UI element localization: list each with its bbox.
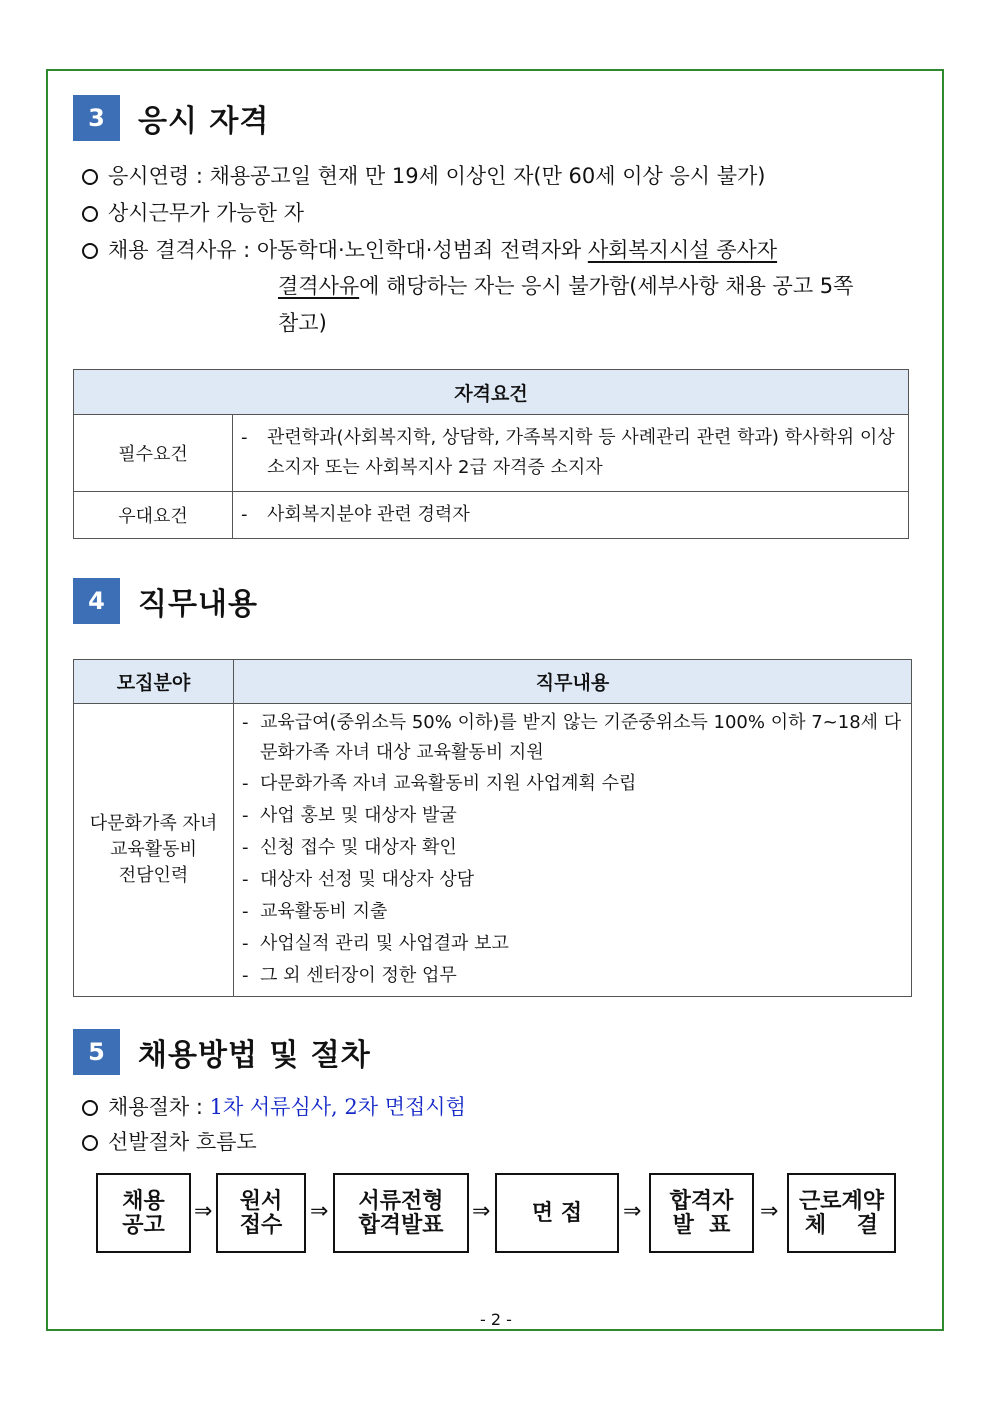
bullet-procedure (82, 1089, 466, 1125)
field-cell (74, 704, 234, 997)
row-label: 필수요건 (74, 415, 233, 492)
disq-text-b: 에 해당하는 자는 응시 불가함(세부사항 채용 공고 5쪽 (359, 274, 854, 298)
duty-list: - 교육급여(중위소득 50% 이하)를 받지 않는 기준중위소득 100% 이하 7~18세 다문화가족 자녀 대상 교육활동비 지원 - 다문화가족 자녀 교육활동비 지원 사업계획 수립 - 사업 홍보 및 대상자 발굴 - 신청 접수 및 대상자 확인 - 대상자 선정 및 대상자 상담 - 교육활동비 지출 - 사업실적 관리 및 사업결과 보고 - 그 외 센터장이 정한 업무 (234, 704, 912, 997)
flow-step-line: 서류전형 (358, 1188, 444, 1214)
disq-text-a: 아동학대·노인학대·성범죄 전력자와 (256, 238, 588, 262)
section-number-badge: 5 (73, 1029, 120, 1075)
bullet-flow (82, 1124, 257, 1160)
procedure-label: 채용절차 : (108, 1095, 210, 1119)
row-content: - 관련학과(사회복지학, 상담학, 가족복지학 등 사례관리 관련 학과) 학사학위 이상 소지자 또는 사회복지사 2급 자격증 소지자 (233, 415, 909, 492)
section-number-badge: 3 (73, 95, 120, 141)
list-item: 관련학과(사회복지학, 상담학, 가족복지학 등 사례관리 관련 학과) 학사학위 이상 소지자 또는 사회복지사 2급 자격증 소지자 (267, 427, 895, 478)
circle-bullet-icon (82, 1100, 98, 1116)
list-item: 그 외 센터장이 정한 업무 (260, 965, 457, 986)
procedure-value: 1차 서류심사, 2차 면접시험 (209, 1095, 466, 1119)
list-item: 사회복지분야 관련 경력자 (267, 504, 470, 525)
table-row (74, 415, 909, 492)
right-arrow-icon: ⇒ (760, 1199, 779, 1224)
disq-continuation-2 (278, 305, 327, 341)
flow-step-line: 접수 (239, 1212, 283, 1238)
flow-step-line: 공고 (122, 1212, 165, 1238)
section-4-heading (73, 578, 258, 624)
bullet-disqualification (82, 232, 777, 268)
field-line: 교육활동비 (110, 839, 197, 860)
list-item: 사업실적 관리 및 사업결과 보고 (260, 933, 509, 954)
selection-flowchart (96, 1173, 896, 1253)
section-title: 채용방법 및 절차 (138, 1038, 371, 1073)
circle-bullet-icon (82, 1135, 98, 1151)
right-arrow-icon: ⇒ (194, 1199, 213, 1224)
section-3-heading (73, 95, 269, 141)
list-item: 다문화가족 자녀 교육활동비 지원 사업계획 수립 (260, 773, 637, 794)
disq-text-underlined-2: 결격사유 (278, 274, 360, 298)
list-item: 대상자 선정 및 대상자 상담 (260, 869, 475, 890)
field-line: 전담인력 (118, 865, 189, 886)
column-header: 모집분야 (74, 660, 234, 704)
flow-step-line: 면 접 (531, 1200, 583, 1226)
disq-text-underlined: 사회복지시설 종사자 (587, 238, 778, 262)
flow-step-line: 합격자 (669, 1188, 734, 1214)
disq-text-c: 참고) (278, 311, 327, 335)
table-row (74, 492, 909, 539)
flow-step-line: 체 결 (804, 1212, 879, 1238)
flow-step (333, 1173, 469, 1253)
row-content: - 사회복지분야 관련 경력자 (233, 492, 909, 539)
section-number-badge: 4 (73, 578, 120, 624)
flow-step-line: 합격발표 (358, 1212, 444, 1238)
disq-label: 채용 결격사유 : (108, 238, 257, 262)
flow-step (96, 1173, 191, 1253)
qualification-table (73, 369, 909, 539)
list-item: 사업 홍보 및 대상자 발굴 (260, 805, 457, 826)
circle-bullet-icon (82, 206, 98, 222)
circle-bullet-icon (82, 243, 98, 259)
flow-step (649, 1173, 754, 1253)
circle-bullet-icon (82, 169, 98, 185)
right-arrow-icon: ⇒ (623, 1199, 642, 1224)
right-arrow-icon: ⇒ (472, 1199, 491, 1224)
field-line: 다문화가족 자녀 (89, 813, 218, 834)
right-arrow-icon: ⇒ (310, 1199, 329, 1224)
table-row (74, 704, 912, 997)
row-label: 우대요건 (74, 492, 233, 539)
page-number: - 2 - (480, 1310, 512, 1329)
table-header: 자격요건 (74, 370, 909, 415)
section-title: 응시 자격 (138, 104, 270, 139)
flow-step-line: 발 표 (672, 1212, 731, 1238)
flow-step (495, 1173, 619, 1253)
list-item: 교육활동비 지출 (260, 901, 388, 922)
section-5-heading (73, 1029, 371, 1075)
bullet-text: 상시근무가 가능한 자 (108, 201, 304, 225)
column-header: 직무내용 (234, 660, 912, 704)
flow-step-line: 근로계약 (798, 1188, 884, 1214)
flow-step (787, 1173, 896, 1253)
list-item: 신청 접수 및 대상자 확인 (260, 837, 457, 858)
section-title: 직무내용 (138, 587, 258, 622)
bullet-age (82, 158, 765, 194)
flow-step-line: 원서 (239, 1188, 283, 1214)
flow-step (216, 1173, 306, 1253)
list-item: 교육급여(중위소득 50% 이하)를 받지 않는 기준중위소득 100% 이하 7~18세 다문화가족 자녀 대상 교육활동비 지원 (260, 712, 902, 763)
disq-continuation (278, 268, 853, 304)
duty-table (73, 659, 912, 997)
flow-label: 선발절차 흐름도 (108, 1130, 257, 1154)
bullet-text: 응시연령 : 채용공고일 현재 만 19세 이상인 자(만 60세 이상 응시 불가) (108, 164, 766, 188)
flow-step-line: 채용 (122, 1188, 165, 1214)
bullet-fulltime (82, 195, 304, 231)
